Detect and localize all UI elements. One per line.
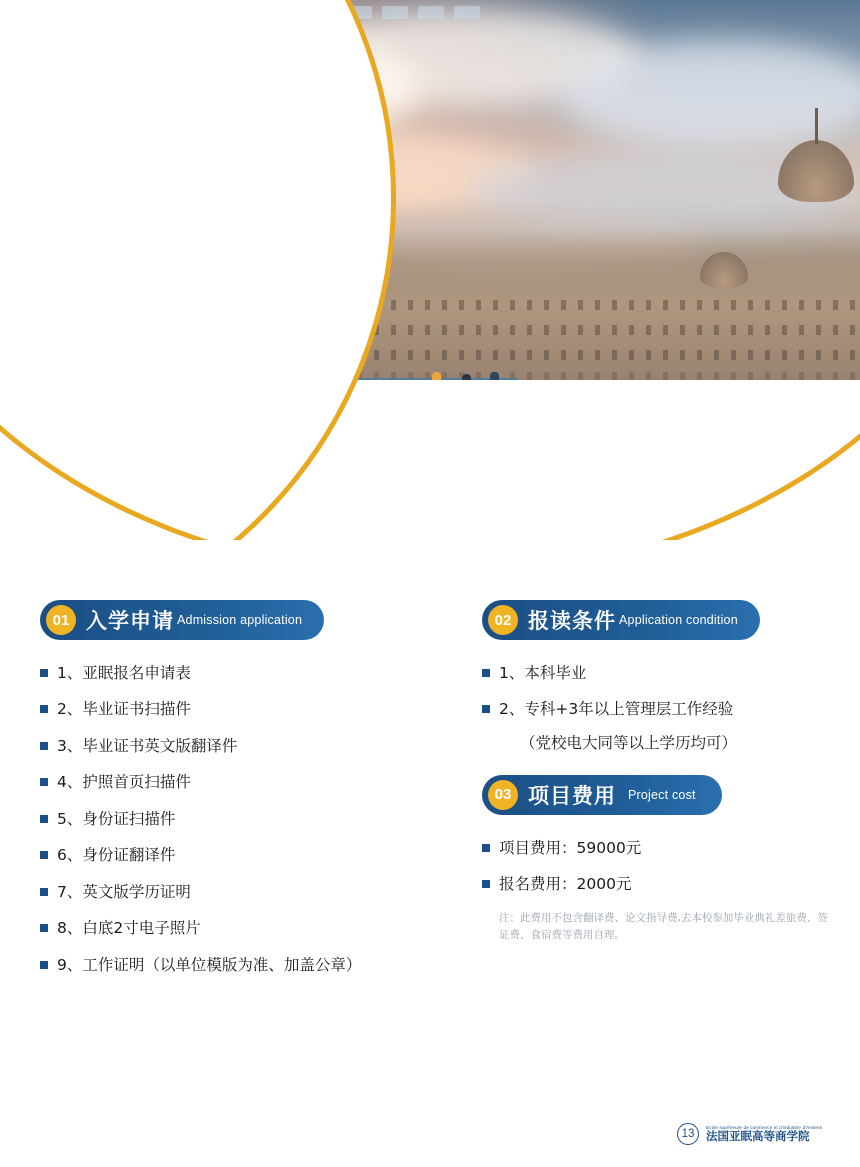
- list-item: [40, 698, 440, 720]
- list-item: [482, 837, 832, 859]
- list-item: [40, 808, 440, 830]
- bullet-square-icon: [40, 851, 48, 859]
- section-title-en-cost: Project cost: [628, 787, 696, 802]
- list-item: [482, 873, 832, 895]
- section-title-en-admission: Admission application: [177, 613, 303, 627]
- bullet-square-icon: [40, 669, 48, 677]
- list-item-label: 5、身份证扫描件: [57, 809, 176, 828]
- footer-school: [706, 1125, 822, 1144]
- page-footer: [677, 1123, 822, 1145]
- bullet-square-icon: [482, 705, 490, 713]
- list-item: [40, 954, 440, 976]
- page-number: 13: [677, 1123, 699, 1145]
- condition-list: [482, 662, 832, 753]
- bullet-square-icon: [482, 669, 490, 677]
- list-item-label: 9、工作证明（以单位模版为准、加盖公章）: [57, 955, 362, 974]
- list-item: [40, 662, 440, 684]
- bullet-square-icon: [40, 961, 48, 969]
- list-item-label: 项目费用：59000元: [499, 838, 642, 857]
- list-item-label: 1、亚眠报名申请表: [57, 664, 191, 682]
- section-header-condition: [482, 600, 760, 640]
- footer-school-cn: 法国亚眠高等商学院: [706, 1129, 810, 1144]
- section-number-03: 03: [488, 780, 518, 810]
- tram-window: [382, 6, 408, 19]
- cost-note: 注：此费用不包含翻译费、论文指导费,去本校参加毕业典礼差旅费、签证费、食宿费等费用自理。: [499, 911, 828, 941]
- list-item-label: 8、白底2寸电子照片: [57, 919, 201, 938]
- footer-school-en: Ecole supérieure de commerce et d'industrie d'Amiens: [706, 1124, 822, 1130]
- bullet-square-icon: [482, 880, 490, 888]
- list-item: [40, 917, 440, 939]
- list-item-label: 2、专科+3年以上管理层工作经验: [499, 700, 734, 719]
- section-header-cost: [482, 775, 722, 815]
- condition-sub-note: （党校电大同等以上学历均可）: [520, 733, 738, 752]
- bullet-square-icon: [482, 844, 490, 852]
- bullet-square-icon: [40, 888, 48, 896]
- list-item: [40, 844, 440, 866]
- list-item: [40, 771, 440, 793]
- list-item-label: 4、护照首页扫描件: [57, 773, 191, 792]
- list-item-label: 6、身份证翻译件: [57, 846, 176, 865]
- hero-image: [0, 0, 860, 575]
- section-number-02: 02: [488, 605, 518, 635]
- list-item-label: 7、英文版学历证明: [57, 882, 191, 901]
- section-title-cn-cost: 项目费用: [528, 783, 616, 808]
- column-left: [40, 600, 440, 990]
- list-item-label: 1、本科毕业: [499, 664, 587, 682]
- hero-bottom-cover: [0, 540, 860, 575]
- spire: [815, 108, 818, 144]
- bullet-square-icon: [40, 778, 48, 786]
- section-title-cn-condition: 报读条件: [528, 609, 616, 633]
- admission-list: [40, 662, 440, 976]
- list-item: [482, 698, 832, 720]
- section-title-en-condition: Application condition: [619, 613, 738, 627]
- list-item-label: 报名费用：2000元: [499, 875, 632, 894]
- section-title-cn-admission: 入学申请: [86, 609, 174, 633]
- section-header-admission: [40, 600, 324, 640]
- column-right: [482, 600, 832, 943]
- list-item-label: 3、毕业证书英文版翻译件: [57, 736, 238, 755]
- bullet-square-icon: [40, 705, 48, 713]
- list-item: [482, 662, 832, 684]
- bullet-square-icon: [40, 742, 48, 750]
- cost-list: [482, 837, 832, 944]
- tram-window: [454, 6, 480, 19]
- list-item-label: 2、毕业证书扫描件: [57, 700, 191, 719]
- list-item: [40, 735, 440, 757]
- bullet-square-icon: [40, 924, 48, 932]
- bullet-square-icon: [40, 815, 48, 823]
- list-item: [40, 881, 440, 903]
- tram-window: [418, 6, 444, 19]
- section-number-01: 01: [46, 605, 76, 635]
